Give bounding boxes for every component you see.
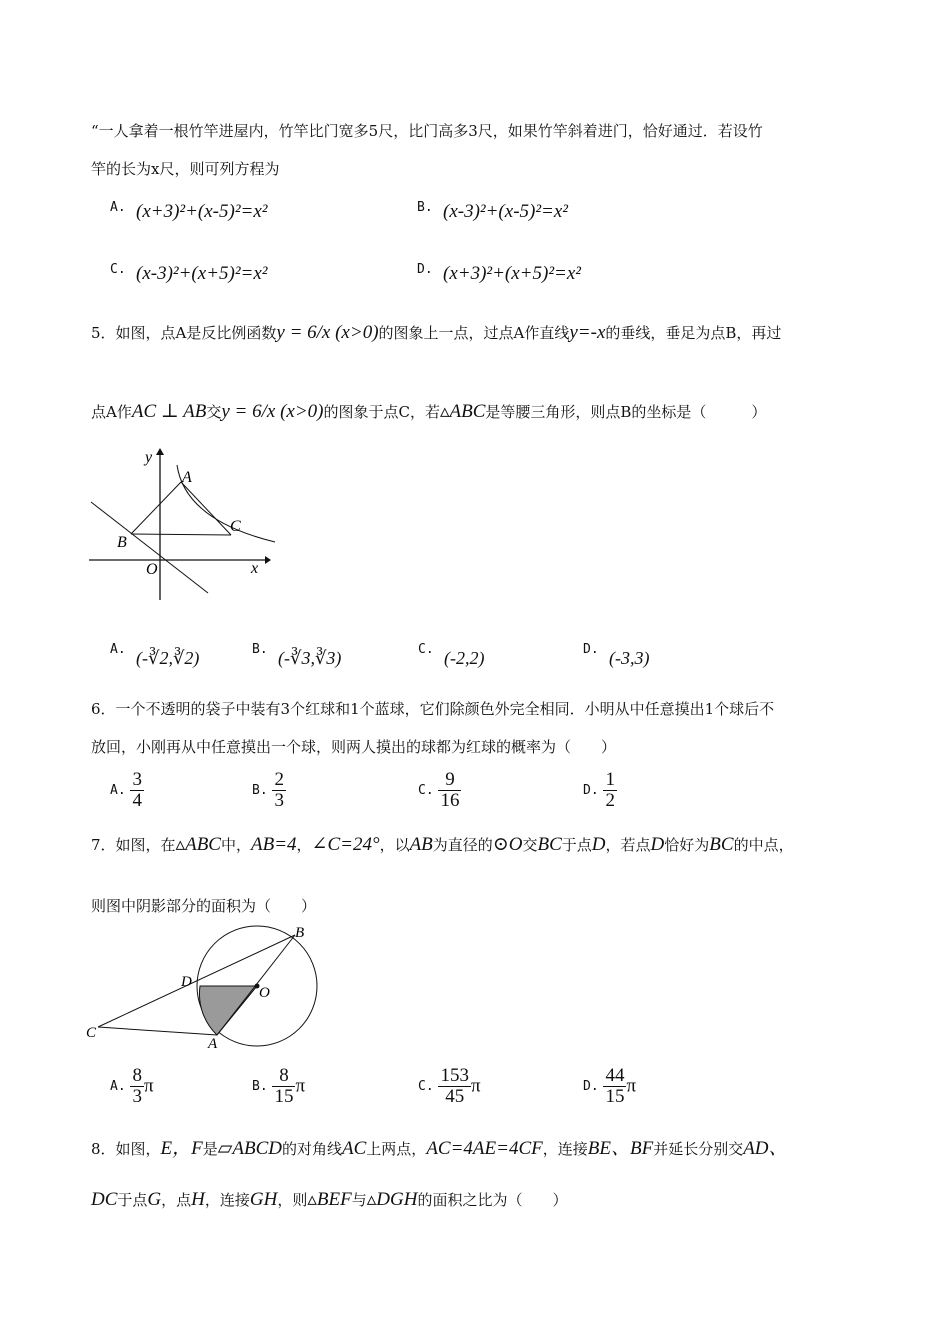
q7-option-d-den: 15 <box>605 1086 625 1107</box>
q5-text-p1: 5．如图，点A是反比例函数 <box>91 324 277 342</box>
q6-option-d <box>583 770 617 811</box>
q7-option-c-label: C. <box>418 1079 434 1094</box>
q7-text-p9: 恰好为 <box>664 836 710 854</box>
q7-text-p4: ，以 <box>379 836 410 854</box>
q5-text-p4: 点A作 <box>91 403 132 421</box>
q6-option-d-label: D. <box>583 783 599 798</box>
q7-text-p6: 交 <box>522 836 538 854</box>
q5-segment-ab <box>131 482 181 534</box>
q7-option-c-fraction <box>438 1066 471 1107</box>
q8-equation: AC=4AE=4CF <box>426 1138 543 1159</box>
q4-option-b-label: B. <box>417 200 433 215</box>
q4-option-c-label: C. <box>110 262 126 277</box>
q4-option-a-label: A. <box>110 200 126 215</box>
q8-dc: DC <box>91 1189 118 1210</box>
q7-option-b-num: 8 <box>279 1065 289 1086</box>
q7-angle-c: ∠C=24° <box>311 834 380 855</box>
q8-triangle-dgh: ▵DGH <box>366 1189 418 1210</box>
q8-h: H <box>191 1189 205 1210</box>
q7-d2: D <box>650 834 665 855</box>
q7-text-p7: 于点 <box>561 836 592 854</box>
q5-option-c-label: C. <box>418 642 434 657</box>
q8-be-bf: BE、BF <box>587 1138 654 1159</box>
q7-option-c <box>418 1066 481 1107</box>
q7-text-p3: ， <box>296 836 312 854</box>
q6-option-d-num: 1 <box>605 769 615 790</box>
q8-points-ef: E，F <box>160 1138 203 1159</box>
q7-line1 <box>91 833 794 856</box>
q7-option-d-pi: π <box>626 1075 637 1097</box>
q7-text-p8: ，若点 <box>605 836 651 854</box>
q7-text-line2: 则图中阴影部分的面积为（ ） <box>91 897 317 915</box>
q6-option-b-den: 3 <box>274 790 284 811</box>
q7-option-c-num: 153 <box>440 1065 469 1086</box>
q6-option-b-num: 2 <box>274 769 284 790</box>
q8-text-p6: 并延长分别交 <box>653 1140 744 1158</box>
q8-text-p11: 与 <box>351 1191 367 1209</box>
q5-line1 <box>91 322 781 344</box>
q7-option-b-label: B. <box>252 1079 268 1094</box>
q6-option-a-den: 4 <box>132 790 142 811</box>
q7-segment-cb <box>98 935 295 1027</box>
q5-text-p5: 交 <box>206 403 222 421</box>
q8-g: G <box>147 1189 162 1210</box>
q5-label-x: x <box>251 560 259 577</box>
q6-option-c-fraction <box>438 770 461 811</box>
q8-text-p8: ，点 <box>161 1191 192 1209</box>
q5-label-c: C <box>230 518 241 535</box>
q8-gh: GH <box>249 1189 278 1210</box>
q8-text-p5: ，连接 <box>542 1140 588 1158</box>
q4-text-line2: 竿的长为x尺，则可列方程为 <box>91 160 280 178</box>
q5-option-d-expr: (-3,3) <box>609 648 650 668</box>
q7-text-p10: 的中点， <box>733 836 794 854</box>
q7-option-a-label: A. <box>110 1079 126 1094</box>
q7-circle: ⊙O <box>492 834 523 855</box>
q7-option-a-num: 8 <box>132 1065 142 1086</box>
q4-option-c-expr: (x-3)²+(x+5)²=x² <box>136 263 268 284</box>
q7-text-p1: 7．如图，在 <box>91 836 176 854</box>
q6-option-a-label: A. <box>110 783 126 798</box>
q6-option-a-num: 3 <box>132 769 142 790</box>
q7-option-a-den: 3 <box>132 1086 142 1107</box>
q8-text-p4: 上两点， <box>366 1140 427 1158</box>
q7-option-d-num: 44 <box>605 1065 625 1086</box>
q5-label-y: y <box>145 449 153 466</box>
q8-text-p10: ，则 <box>277 1191 308 1209</box>
q6-option-c-den: 16 <box>440 790 460 811</box>
q7-ab: AB <box>409 834 433 855</box>
q6-option-c-num: 9 <box>445 769 455 790</box>
q5-label-o: O <box>146 561 158 578</box>
q7-label-b: B <box>295 925 305 941</box>
q5-x-axis-arrow <box>265 556 271 564</box>
q4-text-line1: “一人拿着一根竹竿进屋内，竹竿比门宽多5尺，比门高多3尺，如果竹竿斜着进门，恰好通过．若设竹 <box>91 122 763 140</box>
q4-option-b-expr: (x-3)²+(x-5)²=x² <box>443 201 568 222</box>
q7-triangle: ▵ABC <box>175 834 221 855</box>
q5-option-c-expr: (-2,2) <box>444 648 485 668</box>
q6-option-d-fraction <box>603 770 617 811</box>
q5-option-a-expr: (-∛2,∛2) <box>136 648 200 668</box>
q6-option-b <box>252 770 286 811</box>
q5-text-p2: 的图象上一点，过点A作直线 <box>378 324 570 342</box>
q7-d: D <box>591 834 606 855</box>
q7-option-c-den: 45 <box>438 1086 471 1107</box>
q5-triangle: ▵ABC <box>439 401 486 422</box>
q7-text-p2: 中， <box>220 836 251 854</box>
q5-segment-bc <box>131 534 231 535</box>
q4-option-d-label: D. <box>417 262 433 277</box>
q5-function-repeat: y = 6/x (x>0) <box>221 401 324 422</box>
q8-line2 <box>91 1188 567 1211</box>
q6-option-a-fraction <box>130 770 144 811</box>
q7-option-b-den: 15 <box>274 1086 294 1107</box>
q5-option-a-label: A. <box>110 642 126 657</box>
q7-figure <box>82 920 327 1055</box>
q7-option-a-pi: π <box>143 1075 154 1097</box>
q5-perpendicular: AC ⊥ AB <box>131 401 207 422</box>
q6-option-b-fraction <box>272 770 286 811</box>
q7-option-a <box>110 1066 154 1107</box>
q7-label-d: D <box>181 974 192 990</box>
q5-text-p6: 的图象于点C，若 <box>323 403 440 421</box>
q7-option-c-pi: π <box>470 1075 481 1097</box>
q7-label-a: A <box>208 1036 218 1052</box>
q7-segment-ca <box>98 1027 217 1035</box>
q6-text-line1: 6．一个不透明的袋子中装有3个红球和1个蓝球，它们除颜色外完全相同．小明从中任意摸出1个球后不 <box>91 700 775 718</box>
q7-option-b-fraction <box>272 1066 295 1107</box>
q7-label-c: C <box>86 1025 97 1041</box>
q6-option-a <box>110 770 144 811</box>
q8-text-p7: 于点 <box>117 1191 148 1209</box>
q8-text-p12: 的面积之比为（ ） <box>417 1191 568 1209</box>
q5-label-a: A <box>182 469 192 486</box>
q8-ac: AC <box>342 1138 367 1159</box>
q6-option-b-label: B. <box>252 783 268 798</box>
q7-option-d <box>583 1066 636 1107</box>
q8-triangle-bef: ▵BEF <box>307 1189 352 1210</box>
q6-option-c-label: C. <box>418 783 434 798</box>
q8-ad: AD、 <box>743 1138 788 1159</box>
q4-option-a-expr: (x+3)²+(x-5)²=x² <box>136 201 268 222</box>
q7-option-d-fraction <box>603 1066 626 1107</box>
q8-line1 <box>91 1133 788 1160</box>
q8-text-p2: 是 <box>202 1140 218 1158</box>
q5-option-b-expr: (-∛3,∛3) <box>278 648 342 668</box>
q7-option-b-pi: π <box>295 1075 306 1097</box>
q5-y-axis-arrow <box>156 448 164 455</box>
q7-shaded-region <box>199 986 257 1035</box>
q4-option-d-expr: (x+3)²+(x+5)²=x² <box>443 263 581 284</box>
q6-option-c <box>418 770 461 811</box>
q7-option-b <box>252 1066 305 1107</box>
q7-bc2: BC <box>709 834 734 855</box>
q8-text-p3: 的对角线 <box>282 1140 343 1158</box>
q7-label-o: O <box>259 985 270 1001</box>
q7-option-d-label: D. <box>583 1079 599 1094</box>
q7-option-a-fraction <box>130 1066 144 1107</box>
q5-function: y = 6/x (x>0) <box>276 322 379 343</box>
q5-text-p3: 的垂线，垂足为点B，再过 <box>605 324 782 342</box>
q5-line-y-neg-x <box>91 502 208 593</box>
q5-line2 <box>91 400 766 423</box>
q5-text-p7: 是等腰三角形，则点B的坐标是（ ） <box>485 403 767 421</box>
q5-segment-ac <box>181 482 231 535</box>
q7-ab-length: AB=4 <box>250 834 297 855</box>
q5-line-equation: y=-x <box>569 322 606 343</box>
q5-label-b: B <box>117 534 127 551</box>
q8-text-p1: 8．如图， <box>91 1140 161 1158</box>
q5-option-d-label: D. <box>583 642 599 657</box>
q5-option-b-label: B. <box>252 642 268 657</box>
q5-figure <box>85 440 285 605</box>
q7-text-p5: 为直径的 <box>432 836 493 854</box>
q8-parallelogram: ▱ABCD <box>217 1138 282 1159</box>
q8-text-p9: ，连接 <box>204 1191 250 1209</box>
q6-text-line2: 放回，小刚再从中任意摸出一个球，则两人摸出的球都为红球的概率为（ ） <box>91 738 617 756</box>
q6-option-d-den: 2 <box>605 790 615 811</box>
q7-bc: BC <box>537 834 562 855</box>
